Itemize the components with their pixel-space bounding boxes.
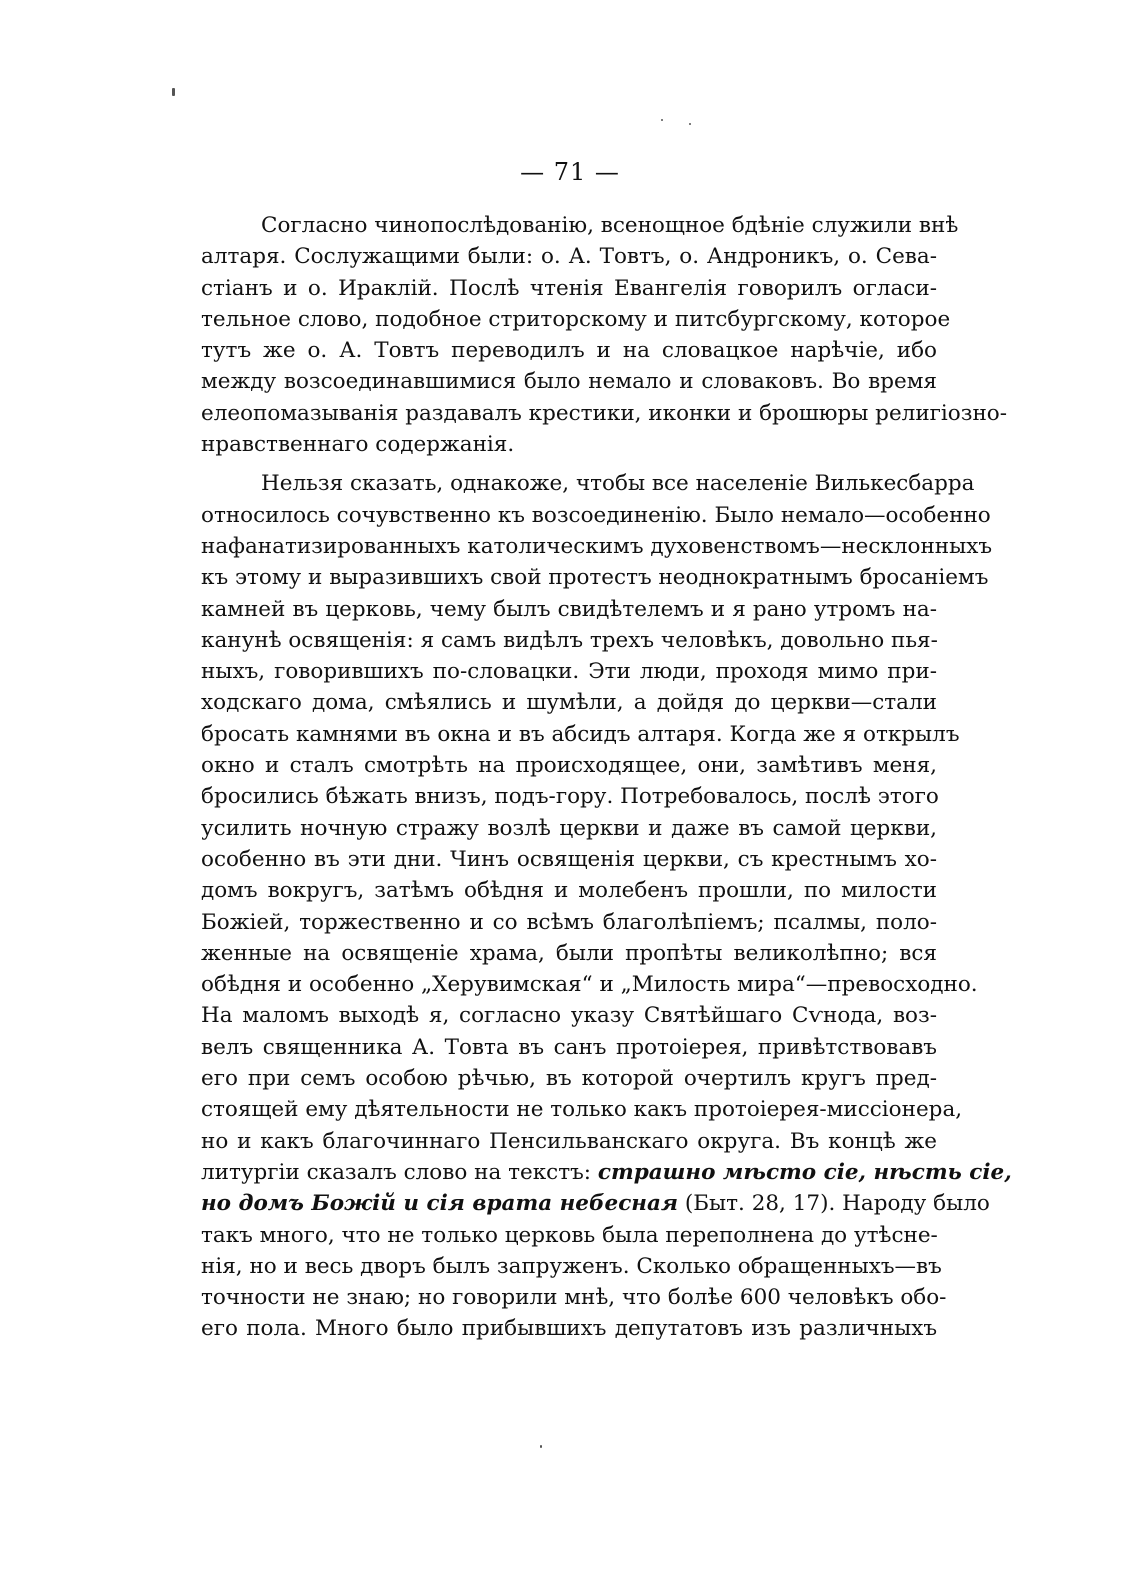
text-line: между возсоединавшимися было немало и словаковъ. Во время bbox=[201, 369, 937, 395]
text-line: нія, но и весь дворъ былъ запруженъ. Сколько обращенныхъ—въ bbox=[201, 1253, 942, 1279]
text-line: усилить ночную стражу возлѣ церкви и даже въ самой церкви, bbox=[201, 815, 937, 841]
text-line: бросать камнями въ окна и въ абсидъ алтаря. Когда же я открылъ bbox=[201, 721, 960, 747]
text-line: домъ вокругъ, затѣмъ обѣдня и молебенъ прошли, по милости bbox=[201, 878, 937, 904]
text-line: нафанатизированныхъ католическимъ духовенствомъ—несклонныхъ bbox=[201, 533, 993, 559]
scan-speck bbox=[172, 88, 175, 96]
body-text bbox=[201, 210, 1012, 1345]
scan-speck bbox=[689, 123, 691, 125]
text-line-with-quote bbox=[201, 1188, 990, 1219]
text-line: но и какъ благочиннаго Пенсильванскаго округа. Въ концѣ же bbox=[201, 1128, 937, 1154]
text-line: женные на освященіе храма, были пропѣты великолѣпно; вся bbox=[201, 940, 937, 966]
text-line: бросились бѣжать внизъ, подъ-гору. Потребовалось, послѣ этого bbox=[201, 784, 939, 810]
scan-speck bbox=[661, 119, 663, 121]
text-line: обѣдня и особенно „Херувимская“ и „Милость мира“—превосходно. bbox=[201, 972, 978, 998]
text-line: точности не знаю; но говорили мнѣ, что болѣе 600 человѣкъ обо- bbox=[201, 1285, 947, 1311]
text-line: его пола. Много было прибывшихъ депутатовъ изъ различныхъ bbox=[201, 1316, 937, 1342]
text-segment: литургіи сказалъ слово на текстъ: bbox=[201, 1159, 598, 1185]
page-number: — 71 — bbox=[520, 158, 620, 186]
text-line: такъ много, что не только церковь была переполнена до утѣсне- bbox=[201, 1222, 938, 1248]
text-line: алтаря. Сослужащими были: о. А. Товтъ, о. Андроникъ, о. Сева- bbox=[201, 244, 937, 270]
text-line: велъ священника А. Товта въ санъ протоіерея, привѣтствовавъ bbox=[201, 1034, 937, 1060]
scripture-quote: но домъ Божій и сія врата небесная bbox=[201, 1191, 678, 1217]
text-line: канунѣ освященія: я самъ видѣлъ трехъ человѣкъ, довольно пья- bbox=[201, 627, 938, 653]
text-line: нравственнаго содержанія. bbox=[201, 432, 515, 458]
text-line: тутъ же о. А. Товтъ переводилъ и на словацкое нарѣчіе, ибо bbox=[201, 338, 937, 364]
text-line-with-quote bbox=[201, 1157, 1012, 1188]
text-line: его при семъ особою рѣчью, въ которой очертилъ кругъ пред- bbox=[201, 1066, 937, 1092]
text-line: особенно въ эти дни. Чинъ освященія церкви, съ крестнымъ хо- bbox=[201, 846, 937, 872]
scripture-quote: страшно мѣсто сіе, нѣсть сіе, bbox=[597, 1159, 1012, 1185]
text-line: ходскаго дома, смѣялись и шумѣли, а дойдя до церкви—стали bbox=[201, 690, 937, 716]
text-line: тельное слово, подобное стриторскому и питсбургскому, которое bbox=[201, 306, 951, 332]
text-line: окно и сталъ смотрѣть на происходящее, они, замѣтивъ меня, bbox=[201, 753, 937, 779]
text-line: Божіей, торжественно и со всѣмъ благолѣпіемъ; псалмы, поло- bbox=[201, 909, 937, 935]
text-line: Согласно чинопослѣдованію, всенощное бдѣніе служили внѣ bbox=[261, 213, 959, 238]
paragraph-2 bbox=[201, 468, 1012, 1344]
scan-speck bbox=[540, 1445, 542, 1448]
text-line: стоящей ему дѣятельности не только какъ протоіерея-миссіонера, bbox=[201, 1097, 963, 1123]
text-line: елеопомазыванія раздавалъ крестики, иконки и брошюры религіозно- bbox=[201, 400, 1008, 426]
text-line: относилось сочувственно къ возсоединенію. Было немало—особенно bbox=[201, 502, 991, 528]
text-line: къ этому и выразившихъ свой протестъ неоднократнымъ бросаніемъ bbox=[201, 565, 989, 591]
text-segment: (Быт. 28, 17). Народу было bbox=[678, 1191, 990, 1217]
text-line: На маломъ выходѣ я, согласно указу Святѣйшаго Сѵнода, воз- bbox=[201, 1003, 937, 1029]
text-line: стіанъ и о. Ираклій. Послѣ чтенія Евангелія говорилъ огласи- bbox=[201, 275, 937, 301]
paragraph-1 bbox=[201, 210, 1008, 460]
text-line: ныхъ, говорившихъ по-словацки. Эти люди, проходя мимо при- bbox=[201, 659, 937, 685]
text-line: Нельзя сказать, однакоже, чтобы все населеніе Вилькесбарра bbox=[261, 471, 975, 497]
text-line: камней въ церковь, чему былъ свидѣтелемъ и я рано утромъ на- bbox=[201, 596, 937, 622]
